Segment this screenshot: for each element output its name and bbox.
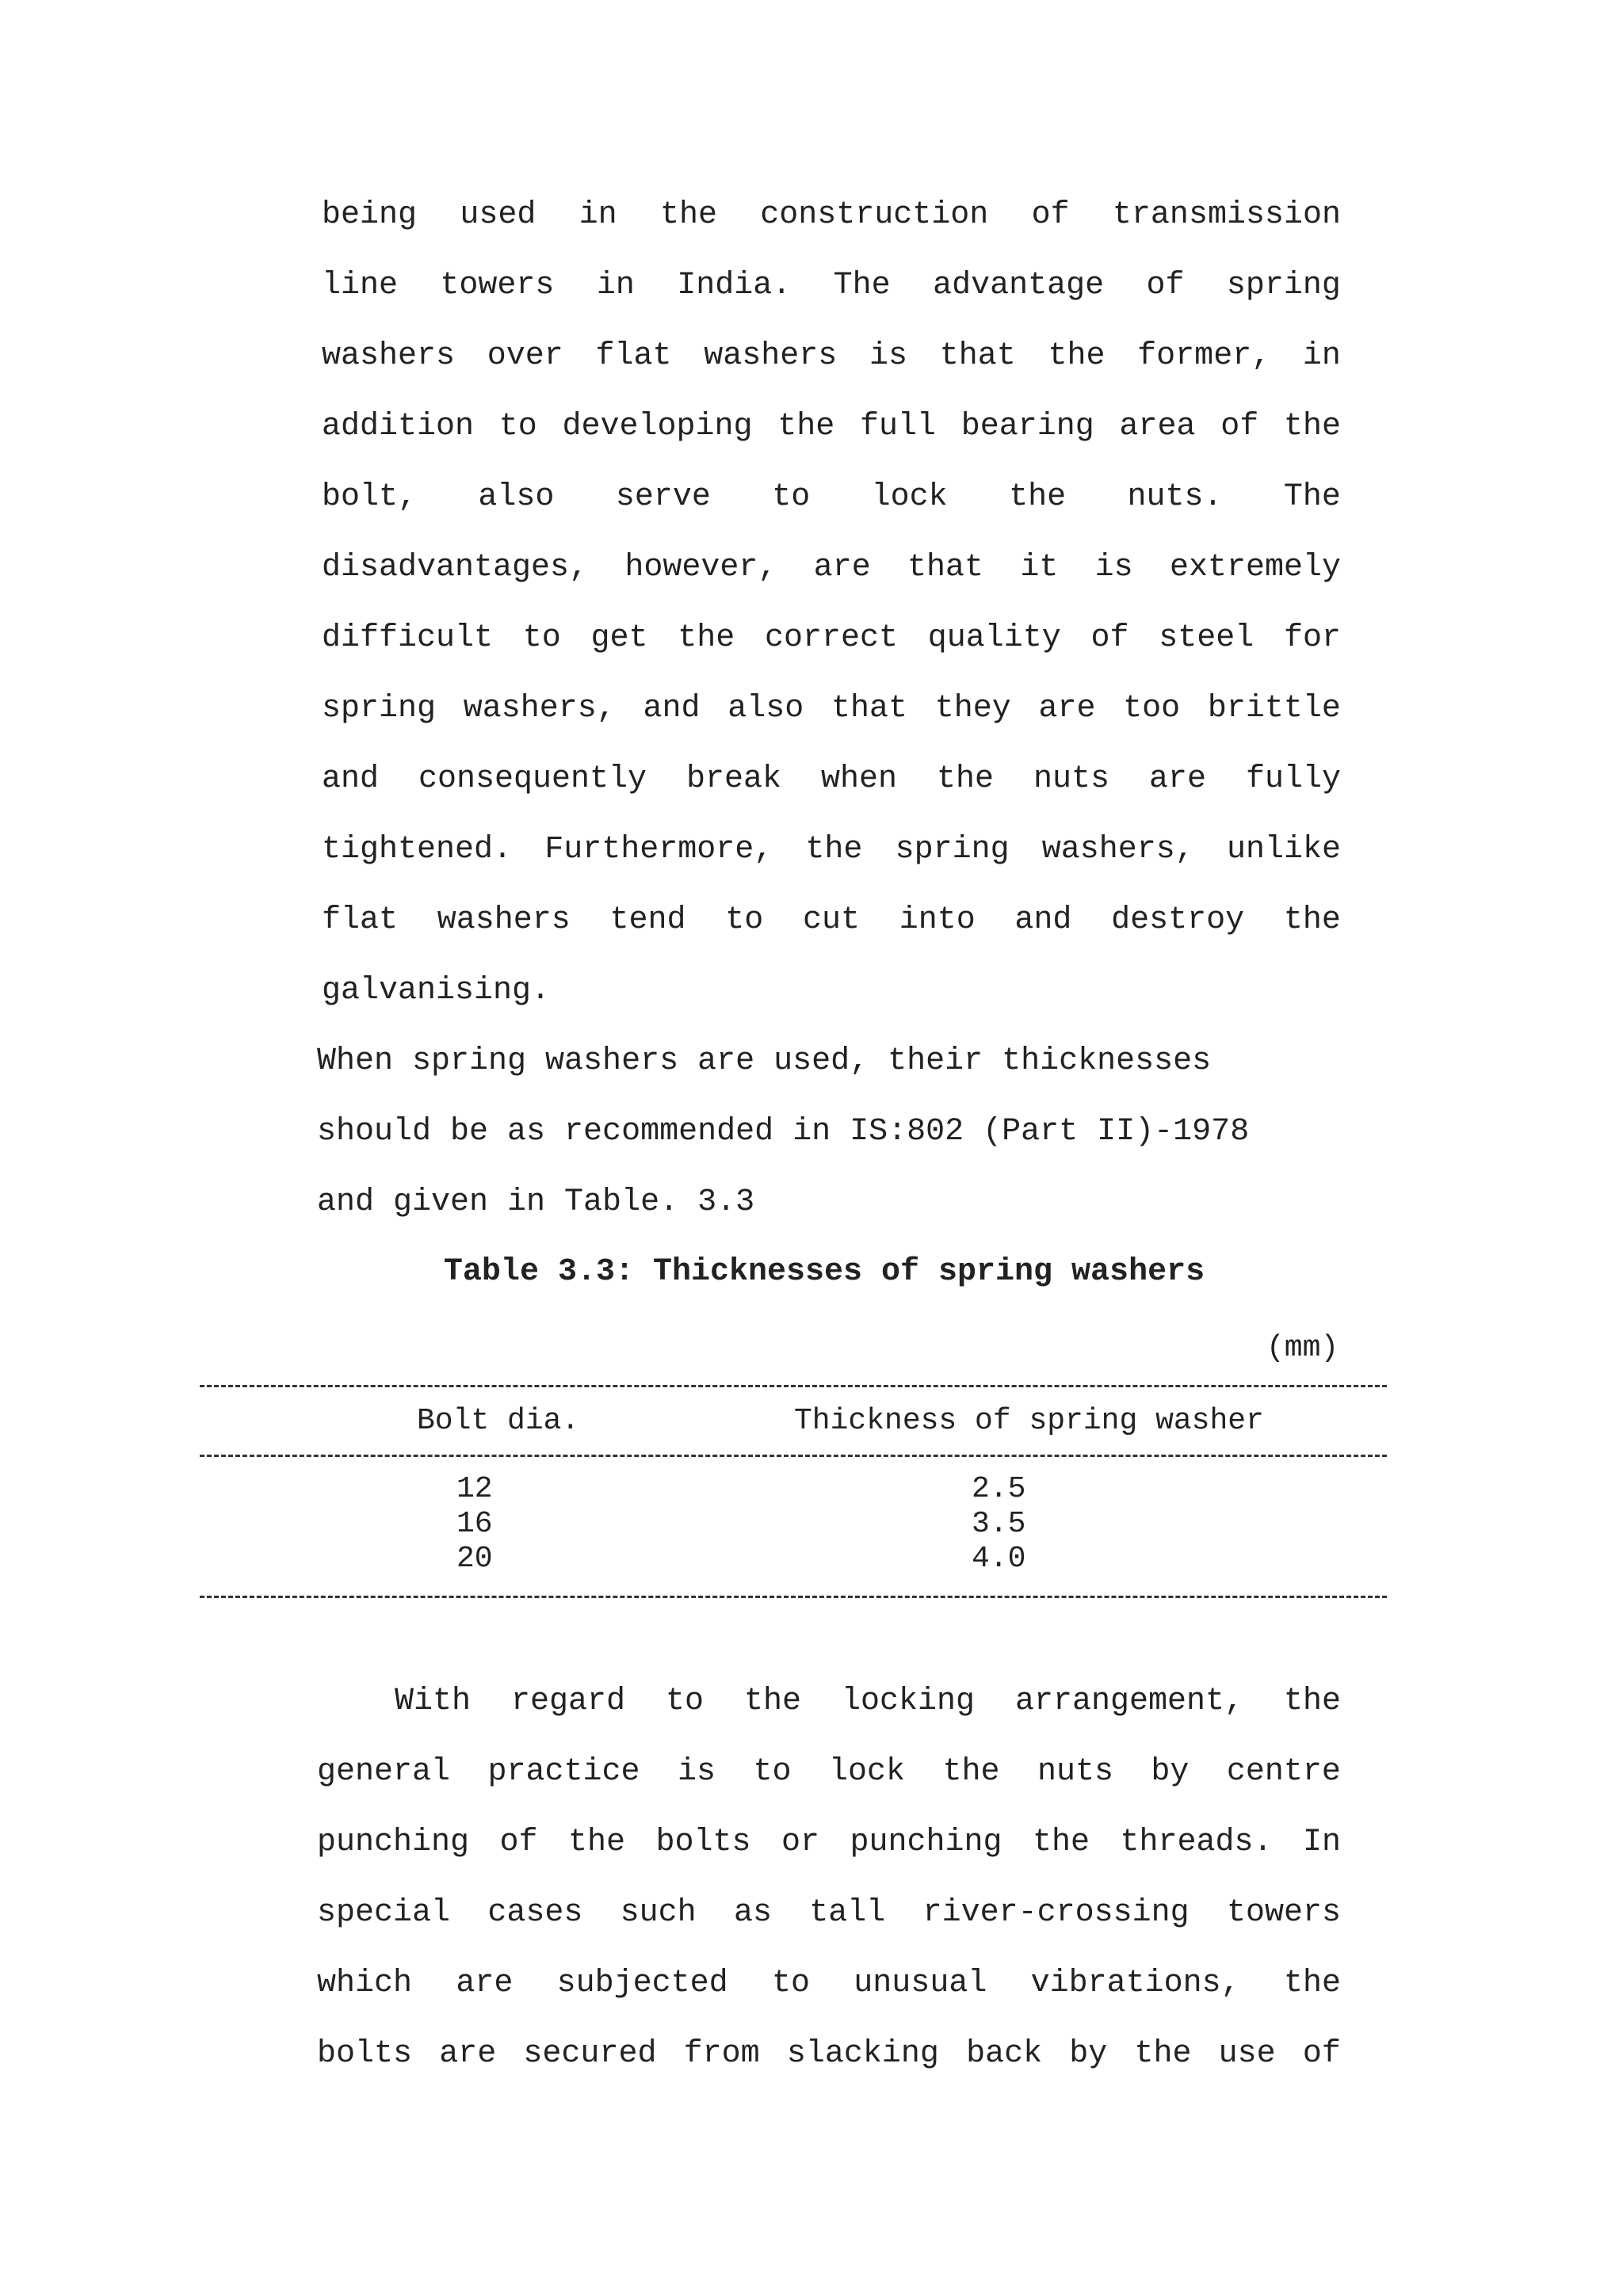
word: bearing (960, 409, 1094, 444)
word: over (487, 338, 563, 374)
word: washers, (463, 691, 616, 727)
word: correct (764, 620, 898, 656)
word: full (859, 409, 936, 444)
word: also (727, 691, 804, 727)
paragraph1-line (322, 761, 1341, 799)
word: by (1069, 2036, 1108, 2072)
word: vibrations, (1030, 1966, 1240, 2001)
word: lock (828, 1754, 905, 1790)
word: it (1020, 550, 1059, 585)
word: general (317, 1754, 451, 1790)
word: tend (609, 902, 686, 938)
table-cell-thickness: 4.0 (972, 1542, 1026, 1576)
word: which (317, 1966, 413, 2001)
word: the (1283, 1966, 1341, 2001)
paragraph3-line (395, 1683, 1341, 1721)
paragraph1-line (322, 620, 1341, 658)
word: use (1218, 2036, 1276, 2072)
word: to (772, 479, 811, 515)
word: that (907, 550, 984, 585)
table-cell-thickness: 3.5 (972, 1507, 1026, 1541)
table-cell-bolt-dia: 16 (456, 1507, 493, 1541)
word: brittle (1207, 691, 1341, 727)
word: unlike (1226, 832, 1341, 868)
word: tall (809, 1895, 886, 1931)
word: also (478, 479, 555, 515)
word: the (743, 1684, 801, 1719)
word: to (522, 620, 561, 656)
word: construction (760, 197, 989, 233)
word: of (499, 1825, 538, 1860)
word: from (683, 2036, 760, 2072)
table-header-bolt-dia: Bolt dia. (417, 1404, 580, 1438)
word: to (498, 409, 537, 444)
paragraph1-line (322, 267, 1341, 305)
paragraph1-line (322, 902, 1341, 940)
paragraph3-line (317, 1965, 1341, 2003)
word: unusual (854, 1966, 987, 2001)
word: steel (1159, 620, 1254, 656)
word: In (1302, 1825, 1341, 1860)
word: The (1283, 479, 1341, 515)
word: special (317, 1895, 451, 1931)
word: regard (510, 1684, 626, 1719)
word: quality (927, 620, 1061, 656)
word: back (966, 2036, 1043, 2072)
word: of (1220, 409, 1259, 444)
word: fully (1245, 761, 1341, 797)
word: break (686, 761, 782, 797)
word: destroy (1111, 902, 1245, 938)
word: the (1134, 2036, 1192, 2072)
word: by (1151, 1754, 1190, 1790)
word: spring (322, 691, 437, 727)
word: tightened. (322, 832, 513, 868)
word: serve (615, 479, 711, 515)
word: washers (437, 902, 571, 938)
word: that (939, 338, 1016, 374)
word: used (460, 197, 537, 233)
word: slacking (786, 2036, 939, 2072)
word: the (659, 197, 717, 233)
word: of (1302, 2036, 1341, 2072)
word: in (1302, 338, 1341, 374)
word: disadvantages, (322, 550, 589, 585)
word: the (1283, 1684, 1341, 1719)
word: the (942, 1754, 1000, 1790)
word: of (1146, 268, 1185, 303)
word: lock (871, 479, 948, 515)
table-rule-header (200, 1455, 1387, 1457)
word: are (1038, 691, 1096, 727)
word: to (665, 1684, 704, 1719)
word: when (821, 761, 898, 797)
word: the (936, 761, 994, 797)
word: punching (317, 1825, 470, 1860)
word: consequently (418, 761, 647, 797)
word: to (753, 1754, 792, 1790)
word: however, (624, 550, 777, 585)
word: is (1094, 550, 1133, 585)
word: threads. (1120, 1825, 1273, 1860)
word: cases (487, 1895, 583, 1931)
word: arrangement, (1014, 1684, 1243, 1719)
word: With (395, 1684, 472, 1719)
paragraph2-line: should be as recommended in IS:802 (Part II)-1978 (317, 1114, 1250, 1150)
paragraph3-line (317, 2035, 1341, 2073)
paragraph3-line (317, 1753, 1341, 1791)
word: Furthermore, (544, 832, 773, 868)
word: punching (850, 1825, 1002, 1860)
word: in (596, 268, 635, 303)
table-header-thickness: Thickness of spring washer (794, 1404, 1264, 1438)
word: to (725, 902, 764, 938)
paragraph1-line (322, 479, 1341, 517)
paragraph2-line: and given in Table. 3.3 (317, 1184, 755, 1220)
word: being (322, 197, 418, 233)
word: in (579, 197, 617, 233)
word: that (831, 691, 907, 727)
word: India. (677, 268, 792, 303)
word: bolts (655, 1825, 751, 1860)
word: get (590, 620, 648, 656)
word: into (899, 902, 976, 938)
word: subjected (556, 1966, 728, 2001)
word: advantage (933, 268, 1105, 303)
word: towers (1226, 1895, 1341, 1931)
word: or (781, 1825, 819, 1860)
word: washers (322, 338, 456, 374)
word: flat (595, 338, 672, 374)
word: as (733, 1895, 772, 1931)
word: are (1148, 761, 1206, 797)
word: spring (1226, 268, 1341, 303)
word: the (1283, 902, 1341, 938)
word: bolts (317, 2036, 413, 2072)
word: centre (1226, 1754, 1341, 1790)
table-cell-thickness: 2.5 (972, 1472, 1026, 1506)
word: bolt, (322, 479, 418, 515)
word: the (777, 409, 835, 444)
word: extremely (1169, 550, 1341, 585)
table-unit: (mm) (1266, 1331, 1339, 1365)
word: river-crossing (922, 1895, 1190, 1931)
word: transmission (1112, 197, 1341, 233)
word: and (1014, 902, 1072, 938)
word: washers (704, 338, 838, 374)
paragraph1-line (322, 408, 1341, 446)
word: the (1283, 409, 1341, 444)
word: nuts (1033, 761, 1109, 797)
table-rule-bottom (200, 1596, 1387, 1598)
word: towers (440, 268, 555, 303)
paragraph2-line: When spring washers are used, their thicknesses (317, 1043, 1212, 1079)
word: too (1123, 691, 1181, 727)
word: such (620, 1895, 697, 1931)
word: to (771, 1966, 810, 2001)
word: practice (487, 1754, 640, 1790)
table-cell-bolt-dia: 12 (456, 1472, 493, 1506)
word: addition (322, 409, 475, 444)
word: difficult (322, 620, 494, 656)
word: The (833, 268, 891, 303)
word: of (1031, 197, 1070, 233)
paragraph3-line (317, 1894, 1341, 1932)
word: they (934, 691, 1011, 727)
word: developing (562, 409, 753, 444)
word: nuts (1037, 1754, 1113, 1790)
word: line (322, 268, 399, 303)
paragraph1-line (322, 196, 1341, 235)
word: nuts. (1127, 479, 1223, 515)
word: and (322, 761, 380, 797)
paragraph1-line (322, 690, 1341, 728)
word: and (643, 691, 701, 727)
table-caption: Table 3.3: Thicknesses of spring washers (443, 1254, 1205, 1290)
paragraph1-line (322, 831, 1341, 869)
word: are (456, 1966, 514, 2001)
word: flat (322, 902, 399, 938)
word: are (813, 550, 871, 585)
paragraph1-line (322, 338, 1341, 376)
word: the (567, 1825, 625, 1860)
word: the (1048, 338, 1106, 374)
word: secured (523, 2036, 657, 2072)
word: cut (802, 902, 860, 938)
word: area (1119, 409, 1196, 444)
paragraph1-last-line: galvanising. (322, 973, 551, 1009)
table-rule-top (200, 1385, 1387, 1387)
table-cell-bolt-dia: 20 (456, 1542, 493, 1576)
word: is (869, 338, 907, 374)
word: washers, (1041, 832, 1194, 868)
word: the (678, 620, 735, 656)
word: locking (841, 1684, 975, 1719)
word: the (1009, 479, 1067, 515)
paragraph1-line (322, 549, 1341, 587)
word: of (1090, 620, 1129, 656)
word: for (1283, 620, 1341, 656)
word: spring (895, 832, 1010, 868)
word: are (439, 2036, 497, 2072)
word: is (678, 1754, 716, 1790)
word: former, (1137, 338, 1271, 374)
word: the (1032, 1825, 1090, 1860)
paragraph3-line (317, 1824, 1341, 1862)
word: the (805, 832, 863, 868)
